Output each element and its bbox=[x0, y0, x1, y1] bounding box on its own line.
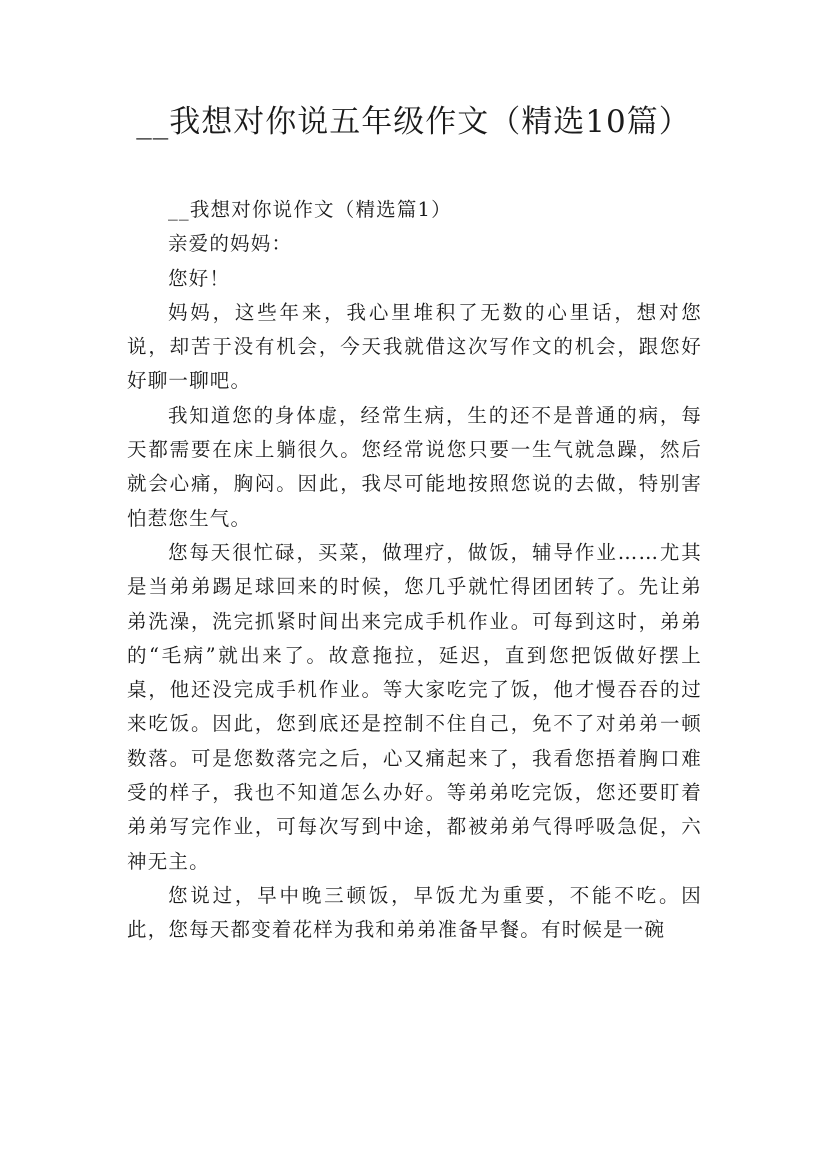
body-paragraph: 我知道您的身体虚，经常生病，生的还不是普通的病，每天都需要在床上躺很久。您经常说您只要一生气就急躁，然后就会心痛，胸闷。因此，我尽可能地按照您说的去做，特别害怕惹您生气。 bbox=[127, 403, 702, 530]
essay-subtitle: __我想对你说作文（精选篇1） bbox=[167, 198, 452, 221]
body-paragraph: 您说过，早中晚三顿饭，早饭尤为重要，不能不吃。因此，您每天都变着花样为我和弟弟准备早餐。有时候是一碗 bbox=[127, 883, 702, 942]
body-paragraph: 您每天很忙碌，买菜，做理疗，做饭，辅导作业……尤其是当弟弟踢足球回来的时候，您几乎就忙得团团转了。先让弟弟洗澡，洗完抓紧时间出来完成手机作业。可每到这时，弟弟的“毛病”就出来了。故意拖拉，延迟，直到您把饭做好摆上桌，他还没完成手机作业。等大家吃完了饭，他才慢吞吞的过来吃饭。因此，您到底还是控制不住自己，免不了对弟弟一顿数落。可是您数落完之后，心又痛起来了，我看您捂着胸口难受的样子，我也不知道怎么办好。等弟弟吃完饭，您还要盯着弟弟写完作业，可每次写到中途，都被弟弟气得呼吸急促，六神无主。 bbox=[127, 540, 702, 873]
document-body bbox=[127, 193, 702, 948]
salutation: 亲爱的妈妈： bbox=[167, 232, 293, 256]
document-title: __我想对你说五年级作文（精选10篇） bbox=[136, 104, 691, 140]
body-paragraph: 妈妈，这些年来，我心里堆积了无数的心里话，想对您说，却苦于没有机会，今天我就借这次写作文的机会，跟您好好聊一聊吧。 bbox=[127, 300, 702, 393]
greeting: 您好！ bbox=[167, 266, 231, 290]
